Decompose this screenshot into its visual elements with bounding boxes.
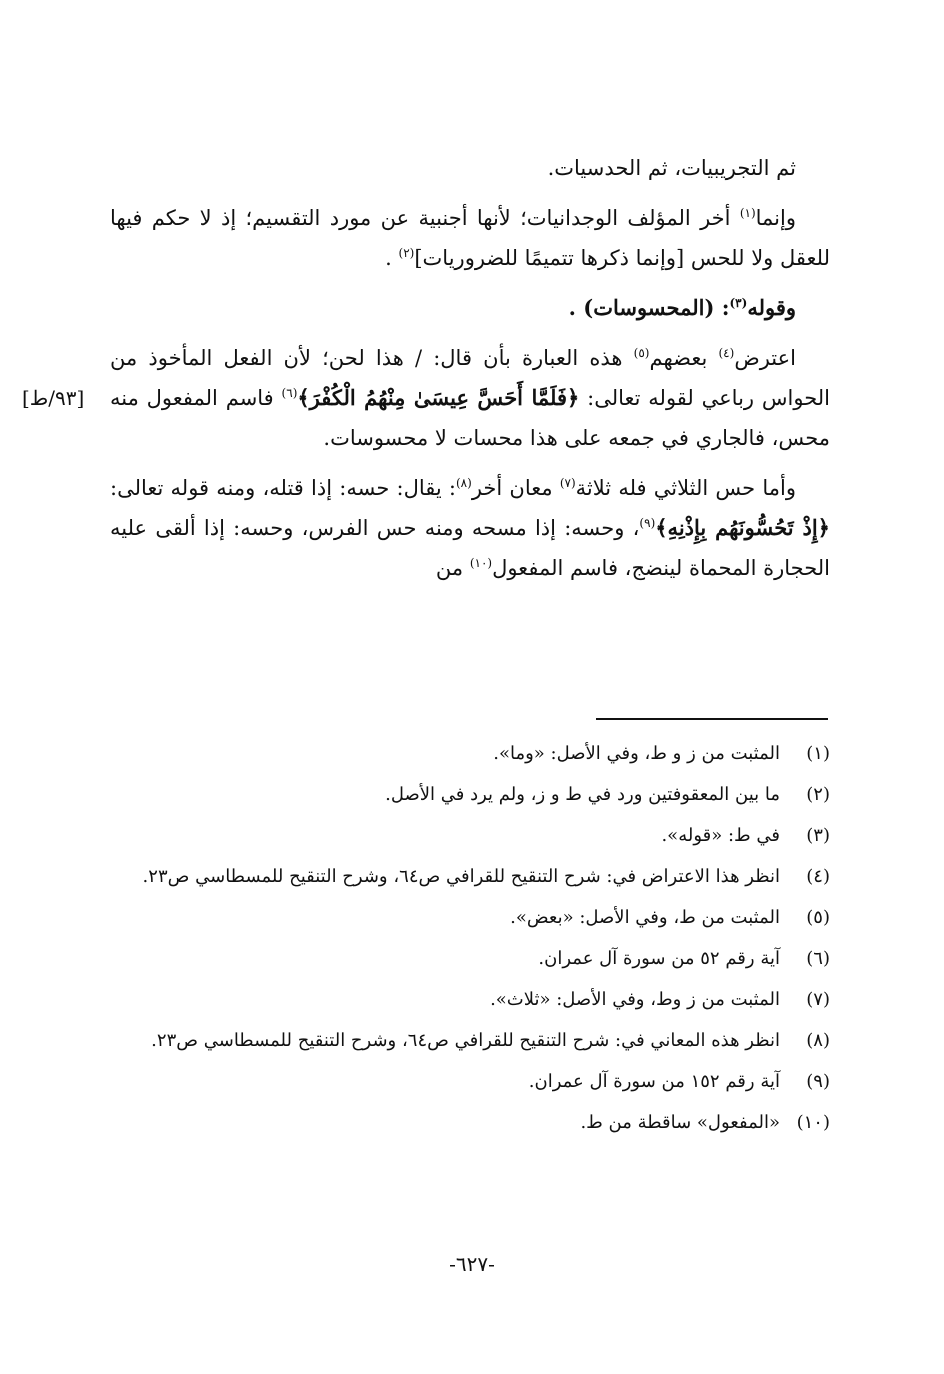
footnote-number: (١) xyxy=(806,743,830,764)
footnote-separator xyxy=(596,718,828,720)
footnote-ref-8[interactable]: (٨) xyxy=(455,476,472,490)
footnote-item xyxy=(110,1064,830,1100)
page-number: -٦٢٧- xyxy=(449,1252,495,1276)
footnote-text: آية رقم ٥٢ من سورة آل عمران. xyxy=(538,948,780,969)
footnote-item xyxy=(110,1105,830,1141)
paragraph-5-text-e: من xyxy=(435,556,470,580)
footnote-number: (١٠) xyxy=(796,1112,830,1133)
footnote-item xyxy=(110,1023,830,1059)
footnotes-list xyxy=(110,736,830,1146)
paragraph-5-text-a: وأما حس الثلاثي فله ثلاثة xyxy=(575,476,796,500)
footnote-item xyxy=(110,736,830,772)
footnote-number: (٧) xyxy=(806,989,830,1010)
paragraph-4-text-a: اعترض xyxy=(734,346,796,370)
paragraph-3 xyxy=(110,288,830,328)
footnote-text: انظر هذا الاعتراض في: شرح التنقيح للقرافي ص٦٤، وشرح التنقيح للمسطاسي ص٢٣. xyxy=(142,866,780,887)
paragraph-5 xyxy=(110,468,830,588)
footnote-ref-4[interactable]: (٤) xyxy=(718,346,735,360)
paragraph-3-text-b: : (المحسوسات) . xyxy=(568,295,730,320)
footnote-number: (٩) xyxy=(806,1071,830,1092)
footnote-number: (٣) xyxy=(806,825,830,846)
footnote-ref-7[interactable]: (٧) xyxy=(559,476,576,490)
paragraph-2-text-a: وإنما xyxy=(755,206,796,230)
footnote-text: المثبت من ز وط، وفي الأصل: «ثلاث». xyxy=(490,989,780,1010)
paragraph-2 xyxy=(110,198,830,278)
footnote-item xyxy=(110,818,830,854)
paragraph-1 xyxy=(110,148,830,188)
footnote-text: «المفعول» ساقطة من ط. xyxy=(580,1112,780,1133)
footnote-ref-1[interactable]: (١) xyxy=(739,206,756,220)
paragraph-5-text-b: معان أخر xyxy=(471,476,560,500)
paragraph-1-text: ثم التجريبيات، ثم الحدسيات. xyxy=(547,156,796,180)
quran-verse-2: ﴿إِذْ تَحُسُّونَهُم بِإِذْنِهِ﴾ xyxy=(655,515,830,540)
footnote-text: ما بين المعقوفتين ورد في ط و ز، ولم يرد في الأصل. xyxy=(385,784,780,805)
footnote-item xyxy=(110,859,830,895)
paragraph-4-text-c: هذه العبارة بأن قال: / هذا لحن؛ لأن الفعل المأخوذ من الحواس رباعي لقوله تعالى: xyxy=(110,346,830,410)
paragraph-2-text-c: . xyxy=(385,246,399,270)
footnote-text: انظر هذه المعاني في: شرح التنقيح للقرافي ص٦٤، وشرح التنقيح للمسطاسي ص٢٣. xyxy=(151,1030,780,1051)
footnote-item xyxy=(110,941,830,977)
footnote-number: (٥) xyxy=(806,907,830,928)
footnote-number: (٨) xyxy=(806,1030,830,1051)
footnote-number: (٤) xyxy=(806,866,830,887)
paragraph-5-text-d: ، وحسه: إذا مسحه ومنه حس الفرس، وحسه: إذا ألقى عليه الحجارة المحماة لينضج، فاسم المفعول xyxy=(110,516,830,580)
footnote-ref-10[interactable]: (١٠) xyxy=(469,556,493,570)
paragraph-4-text-d: فاسم المفعول منه محس، فالجاري في جمعه على هذا محسات لا محسوسات. xyxy=(110,386,830,450)
footnote-ref-9[interactable]: (٩) xyxy=(639,516,656,530)
footnote-text: في ط: «قوله». xyxy=(661,825,780,846)
paragraph-5-text-c: : يقال: حسه: إذا قتله، ومنه قوله تعالى: xyxy=(110,476,456,500)
footnote-number: (٦) xyxy=(806,948,830,969)
paragraph-4-text-b: بعضهم xyxy=(649,346,719,370)
footnote-ref-6[interactable]: (٦) xyxy=(281,386,298,400)
footnote-text: المثبت من ط، وفي الأصل: «بعض». xyxy=(510,907,780,928)
footnote-number: (٢) xyxy=(806,784,830,805)
footnote-ref-2[interactable]: (٢) xyxy=(398,246,415,260)
paragraph-4 xyxy=(110,338,830,458)
footnote-ref-3[interactable]: (٣) xyxy=(729,296,748,310)
footnote-item xyxy=(110,777,830,813)
paragraph-3-text-a: وقوله xyxy=(747,295,796,320)
footnote-text: المثبت من ز و ط، وفي الأصل: «وما». xyxy=(493,743,780,764)
main-text xyxy=(110,148,830,598)
paragraph-2-text-b: أخر المؤلف الوجدانيات؛ لأنها أجنبية عن مورد التقسيم؛ إذ لا حكم فيها للعقل ولا للحس [وإنما ذكرها تتميمًا للضروريات] xyxy=(110,206,830,270)
footnote-item xyxy=(110,982,830,1018)
quran-verse-1: ﴿فَلَمَّا أَحَسَّ عِيسَىٰ مِنْهُمُ الْكُفْرَ﴾ xyxy=(297,385,580,410)
footnote-ref-5[interactable]: (٥) xyxy=(633,346,650,360)
margin-manuscript-reference: [٩٣/ط] xyxy=(22,386,85,410)
footnote-item xyxy=(110,900,830,936)
footnote-text: آية رقم ١٥٢ من سورة آل عمران. xyxy=(528,1071,780,1092)
